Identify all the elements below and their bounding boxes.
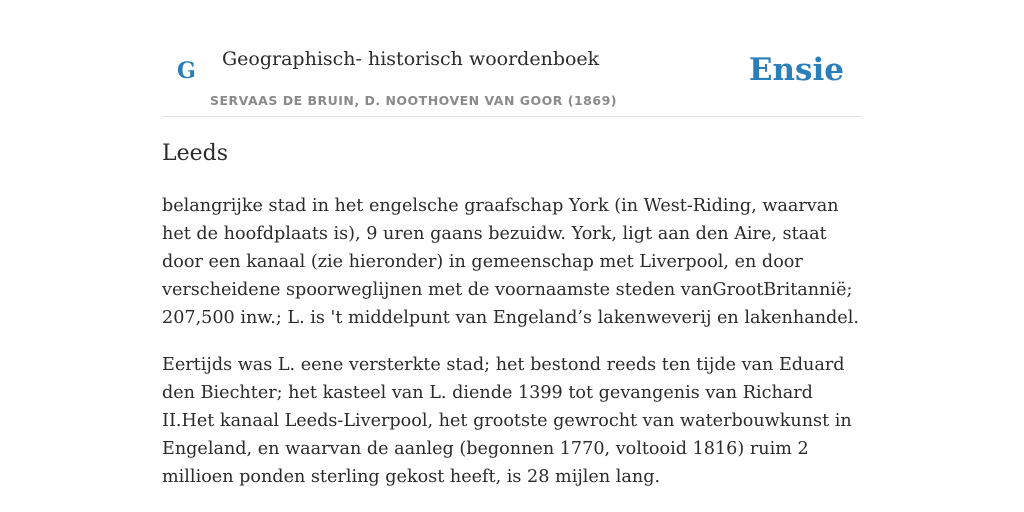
- book-header: [162, 30, 862, 117]
- book-title[interactable]: Geographisch- historisch woordenboek: [222, 48, 600, 70]
- letter-badge[interactable]: G: [177, 58, 196, 84]
- brand-logo[interactable]: Ensie: [748, 52, 844, 88]
- book-author: SERVAAS DE BRUIN, D. NOOTHOVEN VAN GOOR (1869): [210, 93, 617, 108]
- entry-body: [162, 192, 862, 510]
- entry-paragraph: belangrijke stad in het engelsche graafschap York (in West-Riding, waarvan het de hoofdplaats is), 9 uren gaans bezuidw. York, ligt aan den Aire, staat door een kanaal (zie hieronder) in gemeenschap met Liverpool, en door verscheidene spoorweglijnen met de voornaamste steden vanGrootBritannië; 207,500 inw.; L. is 't middelpunt van Engeland’s lakenweverij en lakenhandel.: [162, 196, 859, 328]
- entry-title: Leeds: [162, 141, 229, 166]
- entry-paragraph: Eertijds was L. eene versterkte stad; het bestond reeds ten tijde van Eduard den Biechter; het kasteel van L. diende 1399 tot gevangenis van Richard II.Het kanaal Leeds-Liverpool, het grootste gewrocht van waterbouwkunst in Engeland, en waarvan de aanleg (begonnen 1770, voltooid 1816) ruim 2 millioen ponden sterling gekost heeft, is 28 mijlen lang.: [162, 355, 852, 487]
